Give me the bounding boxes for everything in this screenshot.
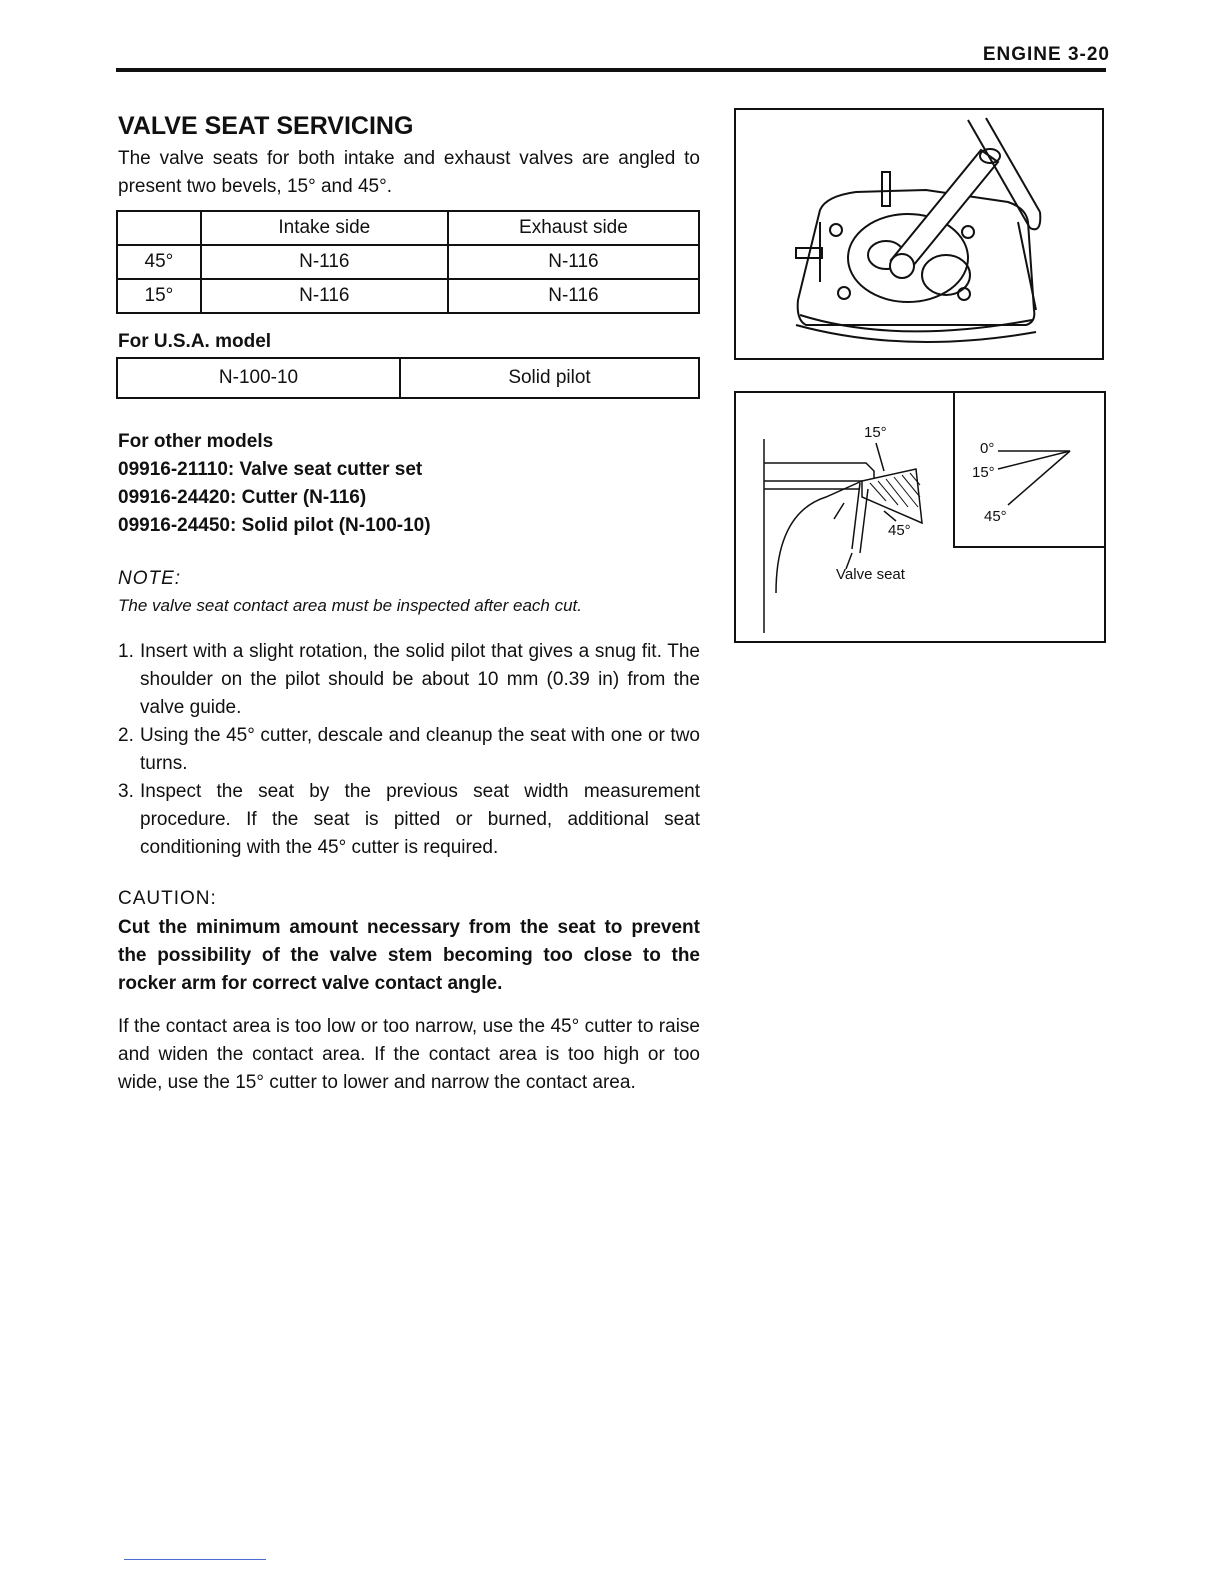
other-models-label: For other models	[118, 431, 274, 452]
table-cell: N-116	[448, 279, 699, 313]
table-cell: N-116	[448, 245, 699, 279]
table-header-row	[117, 211, 699, 245]
step-text: Insert with a slight rotation, the solid pilot that gives a snug fit. The shoulder on the pilot should be about 10 mm (0.39 in) from the valve guide.	[140, 641, 700, 718]
table-cell: 15°	[117, 279, 201, 313]
table-cell: N-100-10	[117, 358, 400, 398]
section-title: VALVE SEAT SERVICING	[118, 112, 414, 140]
label-15-degree: 15°	[864, 424, 887, 441]
header-rule	[116, 68, 1106, 72]
table-cell: N-116	[201, 245, 448, 279]
note-label: NOTE:	[118, 568, 182, 589]
table-row	[117, 279, 699, 313]
valve-seat-diagram	[734, 391, 1106, 643]
cutter-table	[116, 210, 700, 314]
table-cell	[117, 211, 201, 245]
step-text: Inspect the seat by the previous seat width measurement procedure. If the seat is pitted or burned, additional seat conditioning with the 45° cutter is required.	[140, 781, 700, 858]
inset-label-45: 45°	[984, 508, 1007, 525]
valve-seat-label: Valve seat	[836, 566, 905, 583]
caution-text: Cut the minimum amount necessary from the seat to prevent the possibility of the valve stem becoming too close to the rocker arm for correct valve contact angle.	[118, 917, 700, 994]
label-45-degree: 45°	[888, 522, 911, 539]
intro-paragraph: The valve seats for both intake and exhaust valves are angled to present two bevels, 15° and 45°.	[118, 148, 700, 197]
table-cell: 45°	[117, 245, 201, 279]
table-cell: Solid pilot	[400, 358, 699, 398]
footer-line	[124, 1559, 266, 1560]
step-number: 3.	[118, 781, 134, 802]
other-models-tools	[118, 428, 431, 540]
list-item	[118, 638, 700, 722]
valve-seat-drawing	[736, 393, 1104, 641]
table-cell: Exhaust side	[448, 211, 699, 245]
table-row	[117, 245, 699, 279]
inset-label-0: 0°	[980, 440, 995, 457]
inset-label-15: 15°	[972, 464, 995, 481]
list-item	[118, 778, 700, 862]
caution-label: CAUTION:	[118, 888, 217, 909]
cutter-illustration	[734, 108, 1104, 360]
cylinder-head-drawing	[736, 110, 1102, 358]
step-number: 1.	[118, 641, 134, 662]
procedure-steps	[118, 638, 700, 862]
list-item	[118, 722, 700, 778]
table-cell: N-116	[201, 279, 448, 313]
table-row	[117, 358, 699, 398]
note-text: The valve seat contact area must be inspected after each cut.	[118, 596, 582, 615]
step-number: 2.	[118, 725, 134, 746]
usa-table	[116, 357, 700, 399]
step-text: Using the 45° cutter, descale and cleanup the seat with one or two turns.	[140, 725, 700, 774]
usa-model-label: For U.S.A. model	[118, 331, 272, 352]
tool-item: 09916-21110: Valve seat cutter set	[118, 459, 423, 480]
table-cell: Intake side	[201, 211, 448, 245]
closing-paragraph: If the contact area is too low or too narrow, use the 45° cutter to raise and widen the contact area. If the contact area is too high or too wide, use the 15° cutter to lower and narrow the contact area.	[118, 1016, 700, 1093]
tool-item: 09916-24450: Solid pilot (N-100-10)	[118, 515, 431, 536]
tool-item: 09916-24420: Cutter (N-116)	[118, 487, 367, 508]
page-header: ENGINE 3-20	[982, 44, 1110, 65]
